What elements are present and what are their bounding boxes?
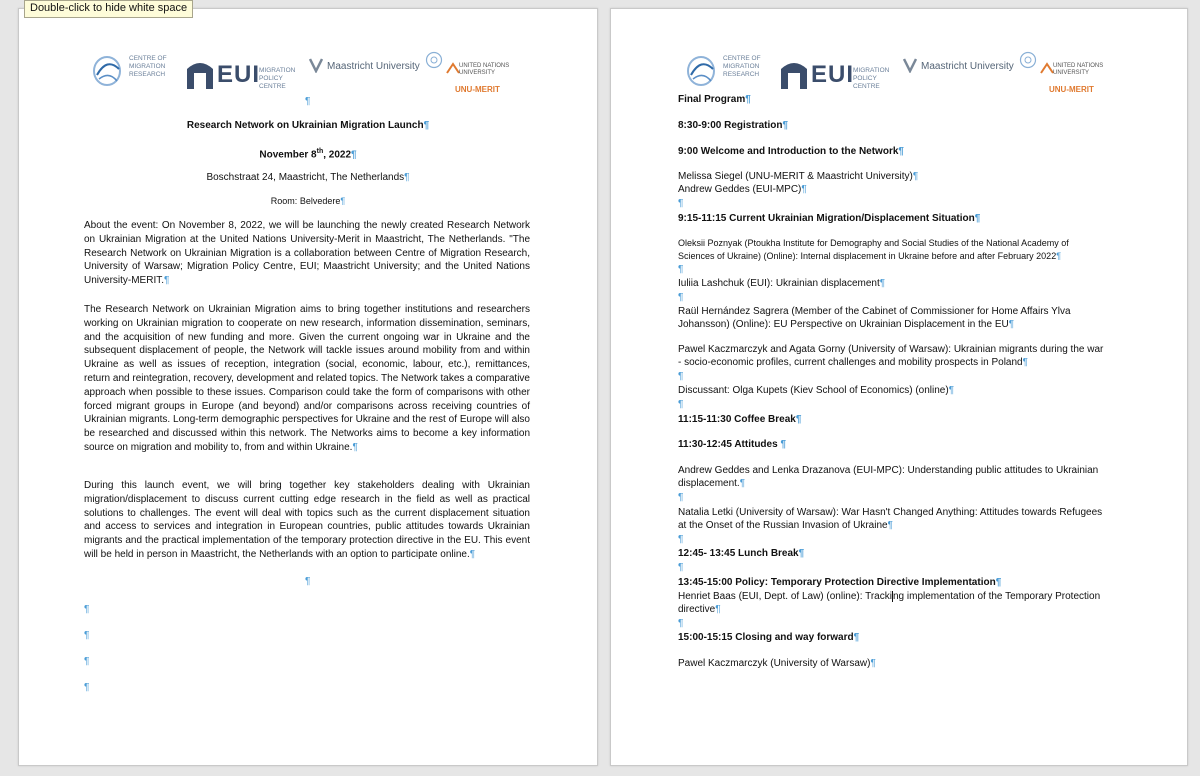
maastricht-logo: Maastricht University — [309, 57, 424, 77]
discussant-line: Discussant: Olga Kupets (Kiev School of Economics) (online)¶ — [678, 385, 955, 396]
session-attitudes: 11:30-12:45 Attitudes ¶ — [678, 439, 787, 450]
cmr-logo: CENTRE OF MIGRATION RESEARCH — [91, 51, 171, 95]
speaker-line: Melissa Siegel (UNU-MERIT & Maastricht University)¶ — [678, 171, 919, 182]
speaker-line: Sciences of Ukraine) (Online): Internal displacement in Ukraine before and after February 2022¶ — [678, 251, 1062, 261]
event-address: Boschstraat 24, Maastricht, The Netherlands¶ — [206, 172, 410, 183]
header-logos — [91, 47, 531, 105]
speaker-line: Andrew Geddes and Lenka Drazanova (EUI-MPC): Understanding public attitudes to Ukrainian — [678, 465, 1099, 476]
coffee-break: 11:15-11:30 Coffee Break¶ — [678, 414, 802, 425]
pilcrow: ¶ — [678, 198, 684, 209]
pilcrow: ¶ — [305, 576, 311, 587]
tooltip: Double-click to hide white space — [24, 0, 193, 18]
speaker-line: Andrew Geddes (EUI-MPC)¶ — [678, 184, 807, 195]
lunch-break: 12:45- 13:45 Lunch Break¶ — [678, 548, 805, 559]
event-title: Research Network on Ukrainian Migration Launch¶ — [186, 120, 430, 131]
speaker-line: at the Onset of the Russian Invasion of Ukraine¶ — [678, 520, 893, 531]
speaker-line: directive¶ — [678, 604, 721, 615]
unu-merit-logo: UNITED NATIONS UNIVERSITY UNU-MERIT — [425, 51, 520, 99]
speaker-line: Raül Hernández Sagrera (Member of the Cabinet of Commissioner for Home Affairs Ylva — [678, 306, 1071, 317]
speaker-line: - socio-economic profiles, current challenges and mobility prospects in Poland¶ — [678, 357, 1028, 368]
pilcrow: ¶ — [678, 371, 684, 382]
document-page-2[interactable] — [610, 8, 1188, 766]
speaker-line: Oleksii Poznyak (Ptoukha Institute for Demography and Social Studies of the National Academy of — [678, 238, 1069, 248]
pilcrow: ¶ — [84, 604, 90, 615]
network-paragraph: The Research Network on Ukrainian Migration aims to bring together institutions and researchers working on Ukrainian migration to cooperate on new research, information dissemination, seminars, and the acquisition of new funding and more. Given the current ongoing war in Ukraine and the subsequent displacement of people, the Network will tackle issues around mobility from and within Ukraine as well as issues of reception, integration (social, economic, labour, etc.), remittances, return and reintegration, recovery, development and related topics. The Network takes a comparative approach when possible to these issues. Comparison could take the form of comparisons with other forced migrant groups in Europe (and beyond) and/or comparisons across receiving countries of Ukrainian migrants. Long-term demographic perspectives for Ukraine and the rest of Europe will also be researched and discussed within this network. The Networks aims to become a key information source on migration and mobility to, from and within Ukraine.¶ — [84, 304, 530, 453]
speaker-line: Johansson) (Online): EU Perspective on Ukrainian Displacement in the EU¶ — [678, 319, 1015, 330]
pilcrow: ¶ — [305, 96, 311, 107]
cmr-logo: CENTRE OF MIGRATION RESEARCH — [685, 51, 765, 95]
speaker-line: Pawel Kaczmarczyk and Agata Gorny (University of Warsaw): Ukrainian migrants during the war — [678, 344, 1104, 355]
pilcrow: ¶ — [678, 618, 684, 629]
pilcrow: ¶ — [678, 264, 684, 275]
header-logos — [685, 47, 1125, 105]
about-paragraph: About the event: On November 8, 2022, we will be launching the newly created Research Network on Ukrainian Migration at the United Nations University-Merit in Maastricht, The Netherlands. "The Research Network on Ukrainian Migration is a collaboration between Centre of Migration Research, University of Warsaw; Migration Policy Centre, EUI; Maastricht University; and the United Nations University-MERIT.¶ — [84, 220, 531, 287]
unu-merit-logo: UNITED NATIONS UNIVERSITY UNU-MERIT — [1019, 51, 1114, 99]
launch-paragraph: During this launch event, we will bring together key stakeholders dealing with Ukrainian migration/displacement to discuss current cutting edge research in the field as well as practical solutions to challenges. The event will deal with topics such as the current displacement situation and access to services and integration in European countries, public attitudes towards Ukrainian migrants and the practical implementation of the temporary protection directive in the EU. This event will be held in person in Maastricht, the Netherlands with an option to participate online.¶ — [84, 480, 530, 560]
final-program-heading: Final Program¶ — [678, 94, 751, 105]
welcome-item: 9:00 Welcome and Introduction to the Network¶ — [678, 146, 904, 157]
pilcrow: ¶ — [84, 630, 90, 641]
speaker-line: Pawel Kaczmarczyk (University of Warsaw)¶ — [678, 658, 876, 669]
session-policy: 13:45-15:00 Policy: Temporary Protection Directive Implementation¶ — [678, 577, 1002, 588]
event-room: Room: Belvedere¶ — [270, 196, 346, 206]
pilcrow: ¶ — [678, 292, 684, 303]
pilcrow: ¶ — [678, 562, 684, 573]
eui-logo: EUI MIGRATION POLICY CENTRE — [779, 59, 889, 99]
pilcrow: ¶ — [84, 682, 90, 693]
document-page-1[interactable] — [18, 8, 598, 766]
pilcrow: ¶ — [84, 656, 90, 667]
pilcrow: ¶ — [678, 492, 684, 503]
registration-item: 8:30-9:00 Registration¶ — [678, 120, 789, 131]
speaker-line: Iuliia Lashchuk (EUI): Ukrainian displacement¶ — [678, 278, 886, 289]
speaker-line: Natalia Letki (University of Warsaw): War Hasn't Changed Anything: Attitudes towards Refugees — [678, 507, 1103, 518]
closing-item: 15:00-15:15 Closing and way forward¶ — [678, 632, 860, 643]
speaker-line: displacement.¶ — [678, 478, 746, 489]
session-displacement: 9:15-11:15 Current Ukrainian Migration/Displacement Situation¶ — [678, 213, 981, 224]
eui-logo: EUI MIGRATION POLICY CENTRE — [185, 59, 295, 99]
pilcrow: ¶ — [678, 399, 684, 410]
speaker-line: Henriet Baas (EUI, Dept. of Law) (online): Tracking implementation of the Temporary Protection — [678, 591, 1101, 602]
event-date: November 8th, 2022¶ — [259, 148, 357, 161]
maastricht-logo: Maastricht University — [903, 57, 1018, 77]
pilcrow: ¶ — [678, 534, 684, 545]
